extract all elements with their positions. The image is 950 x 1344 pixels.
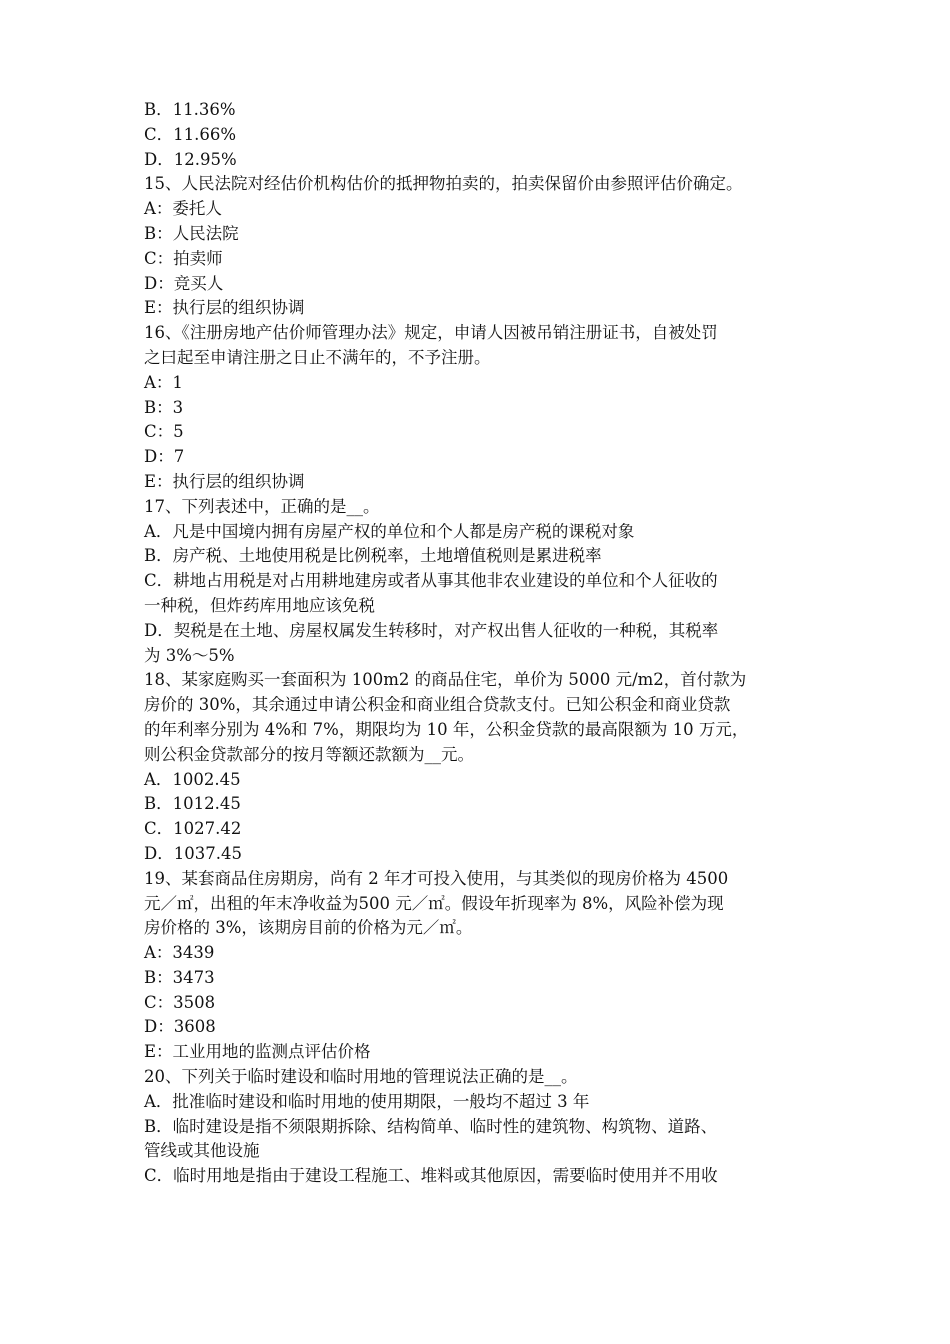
text-line: A．批准临时建设和临时用地的使用期限，一般均不超过 3 年 [144, 1091, 590, 1111]
question-line: 17、下列表述中，正确的是__。 [144, 496, 380, 516]
question-line: 19、某套商品住房期房，尚有 2 年才可投入使用，与其类似的现房价格为 4500 [144, 868, 729, 888]
text-line: D：3608 [144, 1017, 216, 1037]
question-line: 18、某家庭购买一套面积为 100m2 的商品住宅，单价为 5000 元/m2，首付款为 [144, 670, 747, 690]
text-line: 房价的 30%，其余通过申请公积金和商业组合贷款支付。已知公积金和商业贷款 [144, 695, 731, 715]
text-line: 房价格的 3%，该期房目前的价格为元／㎡。 [144, 918, 473, 938]
document-body [144, 98, 814, 1189]
text-line: B．11.36% [144, 100, 236, 119]
text-line: C：5 [144, 422, 184, 442]
text-line: B：3473 [144, 967, 215, 987]
text-line: D：7 [144, 447, 185, 467]
text-line: D．契税是在土地、房屋权属发生转移时，对产权出售人征收的一种税，其税率 [144, 620, 719, 640]
text-line: B．房产税、土地使用税是比例税率，土地增值税则是累进税率 [144, 546, 602, 566]
text-line: C．临时用地是指由于建设工程施工、堆料或其他原因，需要临时使用并不用收 [144, 1166, 718, 1186]
text-line: 的年利率分别为 4%和 7%，期限均为 10 年，公积金贷款的最高限额为 10 万元， [144, 719, 749, 739]
text-line: A．凡是中国境内拥有房屋产权的单位和个人都是房产税的课税对象 [144, 521, 635, 541]
question-line: 20、下列关于临时建设和临时用地的管理说法正确的是__。 [144, 1067, 578, 1087]
text-line: C．耕地占用税是对占用耕地建房或者从事其他非农业建设的单位和个人征收的 [144, 571, 718, 591]
text-line: C．1027.42 [144, 819, 242, 839]
text-line: B：3 [144, 397, 184, 417]
text-line: 为 3%～5% [144, 645, 235, 665]
text-line: B：人民法院 [144, 223, 239, 243]
text-line: 管线或其他设施 [144, 1141, 260, 1161]
question-line: 16、《注册房地产估价师管理办法》规定，申请人因被吊销注册证书，自被处罚 [144, 323, 718, 343]
text-line: B．1012.45 [144, 794, 241, 814]
text-line: C：拍卖师 [144, 248, 223, 268]
text-line: E：执行层的组织协调 [144, 471, 305, 491]
text-line: 之曰起至申请注册之日止不满年的，不予注册。 [144, 347, 491, 367]
text-line: C．11.66% [144, 124, 237, 144]
text-line: D．12.95% [144, 149, 237, 169]
text-line: D：竞买人 [144, 273, 224, 293]
text-line: 则公积金贷款部分的按月等额还款额为__元。 [144, 744, 474, 764]
text-line: A：3439 [144, 943, 215, 963]
text-line: C：3508 [144, 992, 216, 1012]
text-line: A：委托人 [144, 199, 222, 219]
text-line: E：执行层的组织协调 [144, 298, 305, 318]
question-line: 15、人民法院对经估价机构估价的抵押物拍卖的，拍卖保留价由参照评估价确定。 [144, 174, 743, 194]
text-line: A：1 [144, 372, 183, 392]
text-line: A．1002.45 [144, 769, 241, 789]
text-line: D．1037.45 [144, 843, 242, 863]
text-line: B．临时建设是指不须限期拆除、结构简单、临时性的建筑物、构筑物、道路、 [144, 1116, 718, 1136]
text-line: E：工业用地的监测点评估价格 [144, 1042, 371, 1062]
text-line: 一种税，但炸药库用地应该免税 [144, 595, 375, 615]
text-line: 元／㎡，出租的年末净收益为500 元／㎡。假设年折现率为 8%，风险补偿为现 [144, 893, 724, 913]
